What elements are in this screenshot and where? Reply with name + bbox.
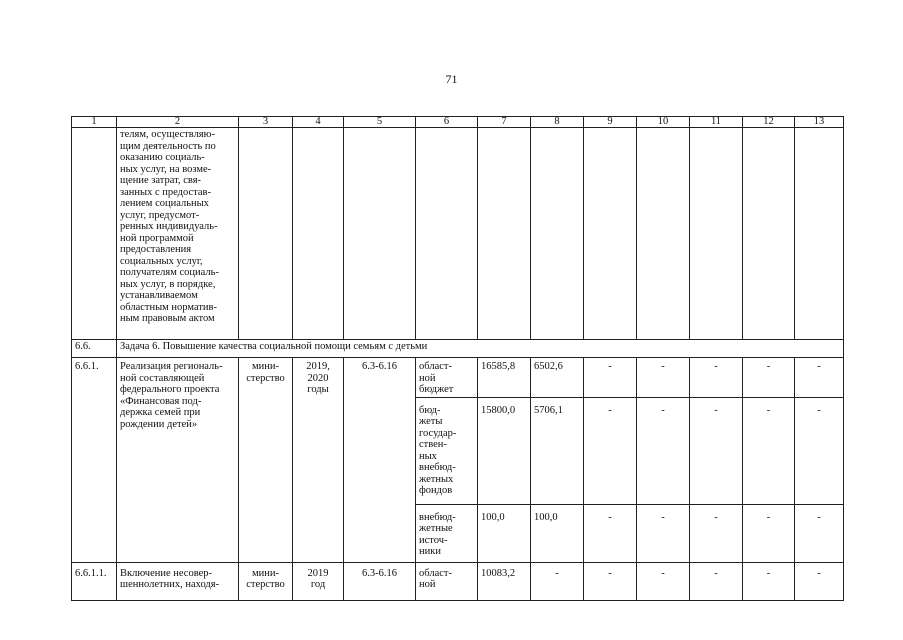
column-header: 7 (478, 117, 531, 128)
value-col7: 100,0 (478, 504, 531, 562)
value-col13: - (795, 504, 844, 562)
task-row (72, 340, 844, 358)
value-col8: 100,0 (531, 504, 584, 562)
row-executor: мини- стерство (239, 358, 293, 563)
value-col7: 15800,0 (478, 397, 531, 504)
value-col7: 16585,8 (478, 358, 531, 398)
value-col12: - (743, 562, 795, 600)
row-executor: мини- стерство (239, 562, 293, 600)
column-header: 5 (344, 117, 416, 128)
column-header: 10 (637, 117, 690, 128)
program-table (71, 116, 844, 601)
column-header: 1 (72, 117, 117, 128)
row-number: 6.6.1.1. (72, 562, 117, 600)
row-name: Реализация региональ- ной составляющей федерального проекта «Финансовая под- держка семей при рождении детей» (117, 358, 239, 563)
value-col10: - (637, 358, 690, 398)
value-col13: - (795, 397, 844, 504)
column-header: 12 (743, 117, 795, 128)
column-header: 4 (293, 117, 344, 128)
column-header: 9 (584, 117, 637, 128)
table-row (72, 562, 844, 600)
page-number: 71 (445, 72, 458, 86)
value-col10: - (637, 397, 690, 504)
funding-source: област- ной бюджет (416, 358, 478, 398)
row-indicators: 6.3-6.16 (344, 562, 416, 600)
value-col11: - (690, 358, 743, 398)
value-col13: - (795, 358, 844, 398)
value-col9: - (584, 397, 637, 504)
value-col10: - (637, 562, 690, 600)
value-col8: 5706,1 (531, 397, 584, 504)
row-period: 2019 год (293, 562, 344, 600)
funding-source: внебюд- жетные источ- ники (416, 504, 478, 562)
funding-source: бюд- жеты государ- ствен- ных внебюд- жетных фондов (416, 397, 478, 504)
value-col7: 10083,2 (478, 562, 531, 600)
column-header: 6 (416, 117, 478, 128)
column-header: 3 (239, 117, 293, 128)
value-col8: 6502,6 (531, 358, 584, 398)
value-col12: - (743, 358, 795, 398)
row-name: Включение несовер- шеннолетних, находя- (117, 562, 239, 600)
task-number: 6.6. (72, 340, 117, 358)
table-row (72, 358, 844, 398)
value-col10: - (637, 504, 690, 562)
row-period: 2019, 2020 годы (293, 358, 344, 563)
row-indicators: 6.3-6.16 (344, 358, 416, 563)
column-header: 2 (117, 117, 239, 128)
value-col13: - (795, 562, 844, 600)
column-header: 8 (531, 117, 584, 128)
value-col8: - (531, 562, 584, 600)
continuation-row (72, 128, 844, 340)
value-col9: - (584, 562, 637, 600)
task-title: Задача 6. Повышение качества социальной помощи семьям с детьми (117, 340, 844, 358)
funding-source: област- ной (416, 562, 478, 600)
continuation-text: телям, осуществляю- щим деятельность по оказанию социаль- ных услуг, на возме- щение затрат, свя- занных с предостав- лением социальных услуг, предусмот- ренных индивидуаль- ной программой предоставления социальных услуг, получателям социаль- ных услуг, в порядке, устанавливаемом областным норматив- ным правовым актом (117, 128, 239, 340)
column-header: 13 (795, 117, 844, 128)
value-col9: - (584, 358, 637, 398)
value-col12: - (743, 504, 795, 562)
column-header: 11 (690, 117, 743, 128)
row-number: 6.6.1. (72, 358, 117, 563)
column-number-header-row (72, 117, 844, 128)
value-col11: - (690, 504, 743, 562)
value-col11: - (690, 562, 743, 600)
value-col11: - (690, 397, 743, 504)
value-col9: - (584, 504, 637, 562)
value-col12: - (743, 397, 795, 504)
